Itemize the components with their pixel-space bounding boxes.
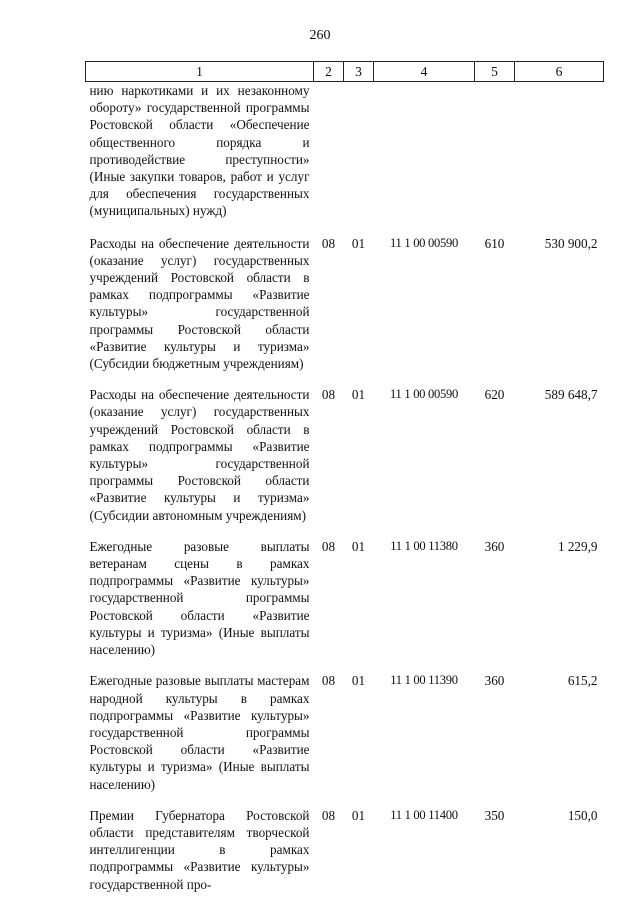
row-amount: 1 229,9 [557, 538, 598, 554]
row-description: Расходы на обеспечение деятельности (оказание услуг) государственных учреждений Ростовской области в рамках подпрограммы «Развитие культуры» государственной программы Ростовской области «Развитие культуры и туризма» (Субсидии автономным учреждениям) [89, 387, 310, 523]
header-col-5: 5 [475, 62, 515, 82]
budget-table [85, 61, 604, 907]
row-section: 08 [321, 807, 336, 823]
table-row [86, 386, 604, 538]
row-section [314, 82, 344, 235]
table-row [86, 82, 604, 235]
header-col-6: 6 [515, 62, 604, 82]
row-subsection: 01 [351, 387, 366, 403]
table-row [86, 538, 604, 672]
row-expense-kind [475, 82, 515, 235]
row-target-code: 11 1 00 00590 [389, 235, 459, 250]
row-description: Ежегодные разовые выплаты ветеранам сцены в рамках подпрограммы «Развитие культуры» государственной программы Ростовской области «Развитие культуры и туризма» (Иные выплаты населению) [89, 538, 310, 658]
row-description: нию наркотиками и их незаконному обороту» государственной программы Ростовской области «Обеспечение общественного порядка и противодействие преступности» (Иные закупки товаров, работ и услуг для обеспечения государственных (муниципальных) нужд) [89, 83, 310, 219]
row-target-code: 11 1 00 11380 [390, 538, 458, 553]
row-section: 08 [321, 235, 336, 251]
row-subsection [344, 82, 374, 235]
table-row [86, 235, 604, 387]
row-subsection: 01 [351, 807, 366, 823]
row-subsection: 01 [351, 538, 366, 554]
row-amount: 589 648,7 [544, 387, 598, 403]
row-target-code: 11 1 00 11390 [390, 673, 458, 688]
row-subsection: 01 [351, 673, 366, 689]
row-expense-kind: 360 [484, 673, 505, 689]
row-expense-kind: 620 [484, 387, 505, 403]
row-section: 08 [321, 538, 336, 554]
header-row [86, 62, 604, 82]
row-target-code: 11 1 00 11400 [390, 807, 458, 822]
header-col-3: 3 [344, 62, 374, 82]
header-col-2: 2 [314, 62, 344, 82]
row-section: 08 [321, 673, 336, 689]
row-amount [515, 82, 604, 235]
row-amount: 615,2 [567, 673, 598, 689]
row-expense-kind: 610 [484, 235, 505, 251]
table-row [86, 672, 604, 806]
header-col-4: 4 [374, 62, 475, 82]
row-description: Ежегодные разовые выплаты мастерам народной культуры в рамках подпрограммы «Развитие культуры» государственной программы Ростовской области «Развитие культуры и туризма» (Иные выплаты населению) [89, 673, 310, 792]
row-amount: 150,0 [567, 807, 598, 823]
page-number: 260 [309, 28, 331, 43]
header-col-1: 1 [86, 62, 314, 82]
table-row [86, 807, 604, 907]
row-section: 08 [321, 387, 336, 403]
row-expense-kind: 360 [484, 538, 505, 554]
row-target-code: 11 1 00 00590 [389, 387, 459, 402]
row-subsection: 01 [351, 235, 366, 251]
row-expense-kind: 350 [484, 807, 505, 823]
table-body [86, 82, 604, 907]
row-description: Расходы на обеспечение деятельности (оказание услуг) государственных учреждений Ростовской области в рамках подпрограммы «Развитие культуры» государственной программы Ростовской области «Развитие культуры и туризма» (Субсидии бюджетным учреждениям) [89, 235, 310, 372]
row-description: Премии Губернатора Ростовской области представителям творческой интеллигенции в рамках подпрограммы «Развитие культуры» государственной про- [89, 807, 310, 892]
row-target-code [374, 82, 475, 235]
table-header [86, 62, 604, 82]
row-amount: 530 900,2 [544, 235, 598, 251]
